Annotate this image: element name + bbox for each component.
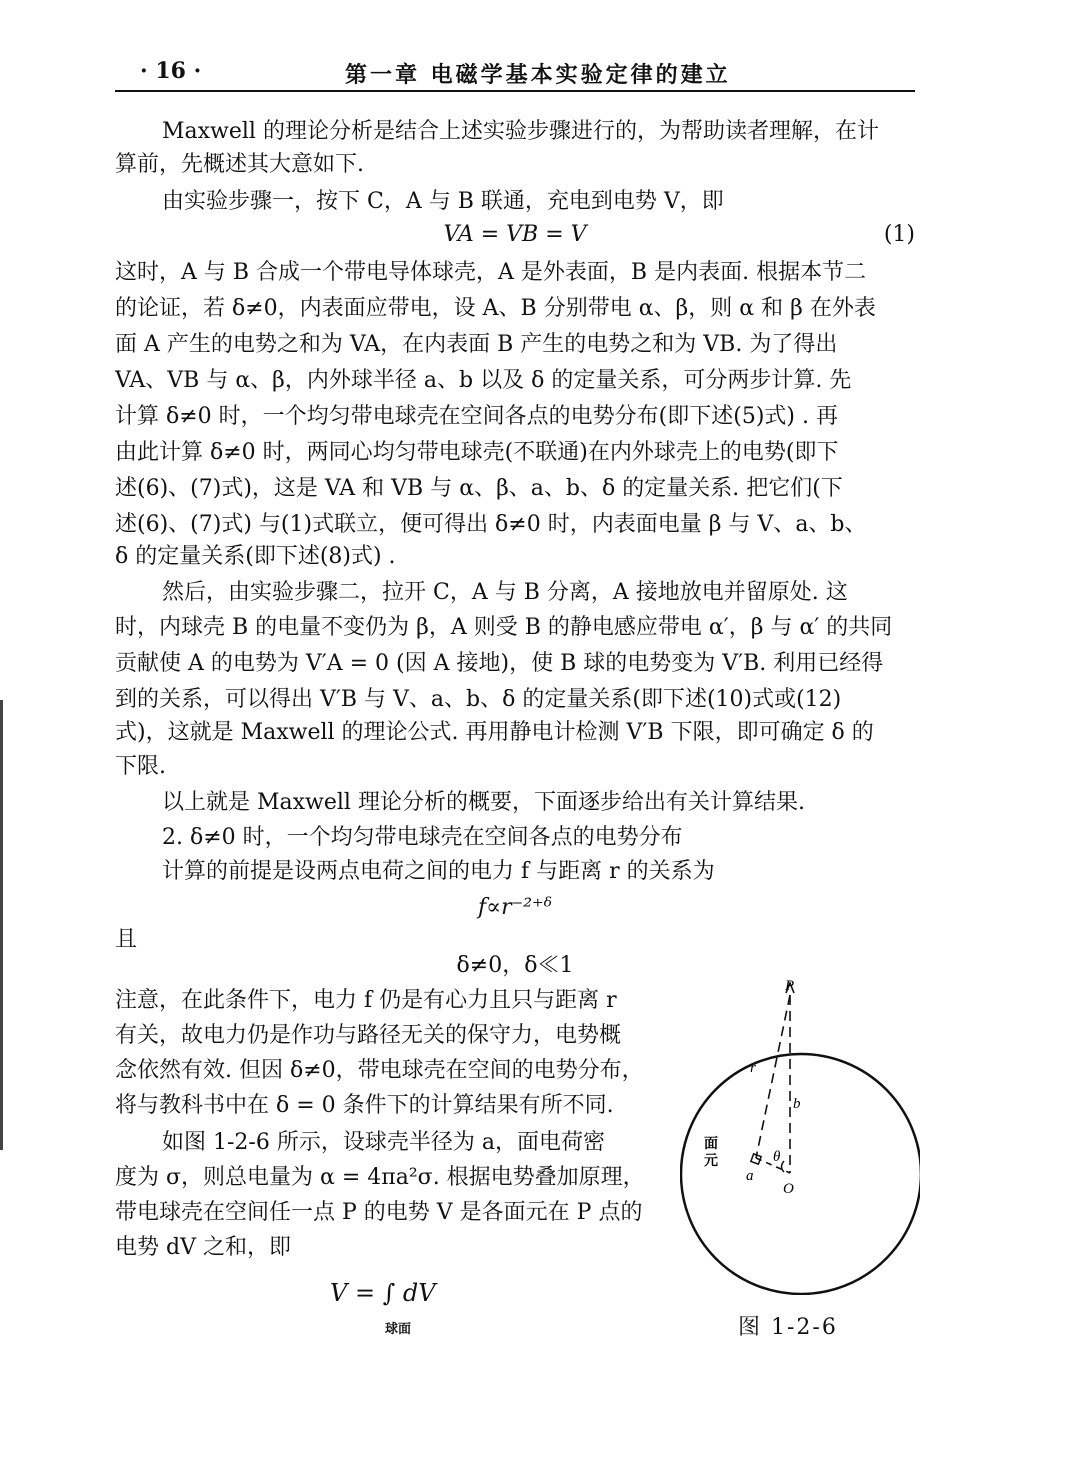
text-line: 带电球壳在空间任一点 P 的电势 V 是各面元在 P 点的 [115,1200,643,1225]
label-a: a [746,1168,754,1184]
text-line: VA、VB 与 α、β，内外球半径 a、b 以及 δ 的定量关系，可分两步计算. 先 [115,368,852,393]
text-line: 注意，在此条件下，电力 f 仍是有心力且只与距离 r [115,988,617,1013]
text-line: 述(6)、(7)式)，这是 VA 和 VB 与 α、β、a、b、δ 的定量关系. 把它们(下 [115,476,843,501]
label-o: O [783,1181,794,1197]
text-line: 面 A 产生的电势之和为 VA，在内表面 B 产生的电势之和为 VB. 为了得出 [115,332,838,357]
text-line: 电势 dV 之和，即 [115,1235,291,1260]
label-b: b [793,1096,801,1112]
equation-4-subscript: 球面 [385,1322,412,1337]
surface-element [751,1154,761,1164]
text-line: 计算的前提是设两点电荷之间的电力 f 与距离 r 的关系为 [162,859,715,884]
equation-1-expression: VA = VB = V [443,222,587,247]
text-line: δ 的定量关系(即下述(8)式) . [115,544,396,569]
text-line: 且 [115,927,138,952]
chapter-title: 第一章 电磁学基本实验定律的建立 [345,62,731,88]
text-line: 到的关系，可以得出 V′B 与 V、a、b、δ 的定量关系(即下述(10)式或(12) [115,687,842,712]
text-line: 述(6)、(7)式) 与(1)式联立，便可得出 δ≠0 时，内表面电量 β 与 V、a、b、 [115,512,867,537]
text-line: 度为 σ，则总电量为 α = 4πa²σ. 根据电势叠加原理， [115,1165,645,1190]
equation-1-number: (1) [883,222,915,247]
text-line: 以上就是 Maxwell 理论分析的概要，下面逐步给出有关计算结果. [162,790,805,815]
text-line: 的论证，若 δ≠0，内表面应带电，设 A、B 分别带电 α、β，则 α 和 β 在外表 [115,296,876,321]
equation-4: V = ∫ dV [330,1279,436,1307]
text-line: 有关，故电力仍是作功与路径无关的保守力，电势概 [115,1023,622,1048]
equation-2: f∝r⁻²⁺ᵟ [478,895,552,920]
text-line: 由此计算 δ≠0 时，两同心均匀带电球壳(不联通)在内外球壳上的电势(即下 [115,440,839,465]
label-r: r [750,1060,756,1076]
text-line: 将与教科书中在 δ = 0 条件下的计算结果有所不同. [115,1093,614,1118]
header-rule [115,90,915,92]
label-theta: θ [773,1149,781,1165]
scan-edge [0,700,3,1150]
sphere-diagram [680,975,920,1295]
figure-caption: 图 1-2-6 [738,1315,838,1340]
text-line: 计算 δ≠0 时，一个均匀带电球壳在空间各点的电势分布(即下述(5)式) . 再 [115,404,838,429]
page-number: · 16 · [140,58,202,84]
text-line: 贡献使 A 的电势为 V′A = 0 (因 A 接地)，使 B 球的电势变为 V′B. 利用已经得 [115,651,884,676]
label-p: P [785,978,795,994]
text-line: 下限. [115,754,166,779]
text-line: 时，内球壳 B 的电量不变仍为 β，A 则受 B 的静电感应带电 α′，β 与 α′ 的共同 [115,615,893,640]
r-line [756,995,790,1158]
label-element [704,1136,723,1169]
sphere-outline [681,1054,920,1294]
text-line: 由实验步骤一，按下 C，A 与 B 联通，充电到电势 V，即 [162,189,724,214]
text-line: 念依然有效. 但因 δ≠0，带电球壳在空间的电势分布， [115,1058,644,1083]
text-line: 如图 1-2-6 所示，设球壳半径为 a，面电荷密 [162,1130,605,1155]
text-line: 然后，由实验步骤二，拉开 C，A 与 B 分离，A 接地放电并留原处. 这 [162,580,848,605]
text-line: 算前，先概述其大意如下. [115,152,364,177]
text-line: 式)，这就是 Maxwell 的理论公式. 再用静电计检测 V′B 下限，即可确定 δ 的 [115,720,874,745]
text-line: Maxwell 的理论分析是结合上述实验步骤进行的，为帮助读者理解，在计 [162,119,879,144]
label-element-char2: 元 [704,1153,718,1169]
text-line: 这时，A 与 B 合成一个带电导体球壳，A 是外表面，B 是内表面. 根据本节二 [115,260,867,285]
label-element-char1: 面 [704,1136,718,1152]
equation-1 [115,222,915,252]
theta-arc [782,1161,785,1172]
section-heading: 2. δ≠0 时，一个均匀带电球壳在空间各点的电势分布 [162,825,683,850]
equation-3: δ≠0，δ≪1 [456,953,574,978]
